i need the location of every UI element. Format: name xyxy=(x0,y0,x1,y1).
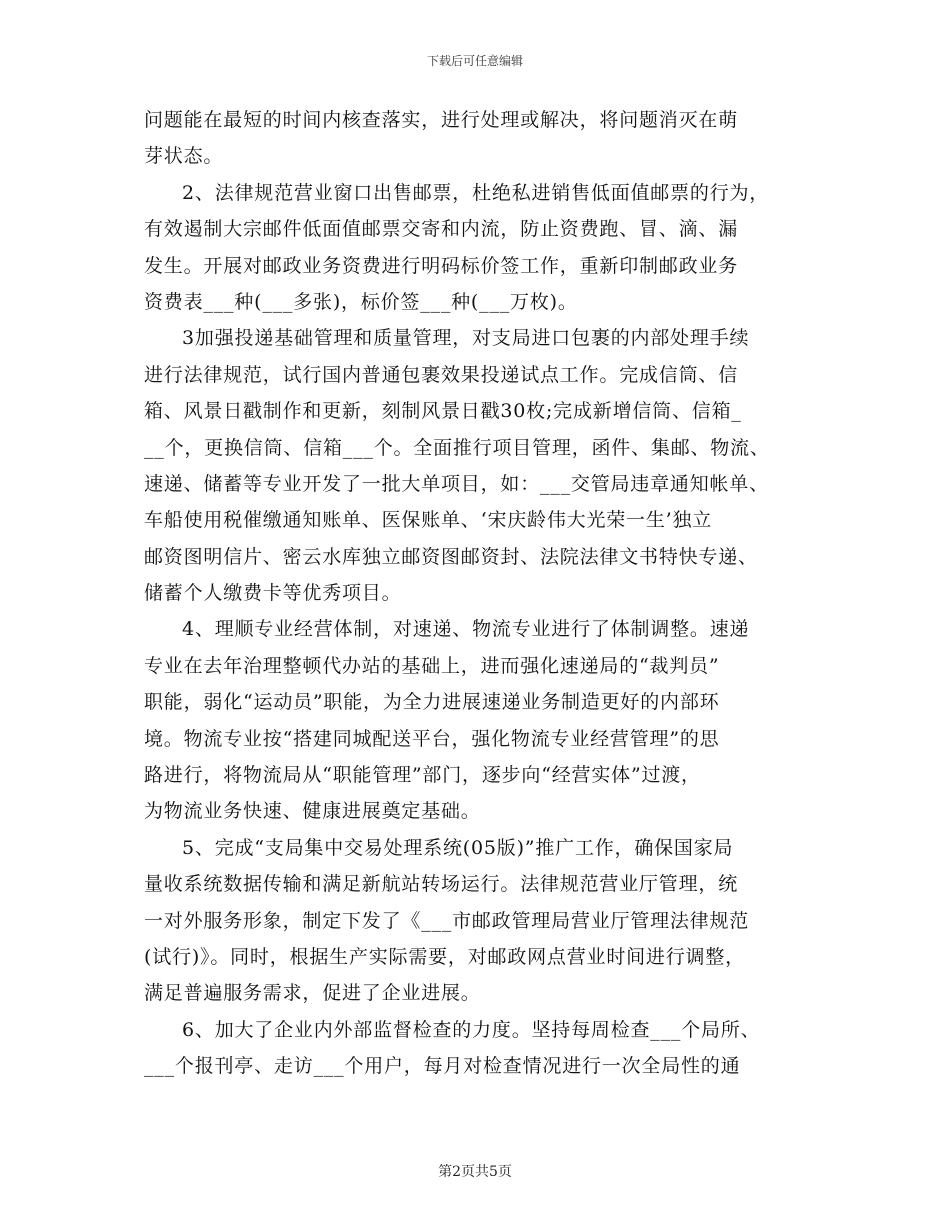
text-line: 专业在去年治理整顿代办站的基础上，进而强化速递局的“裁判员” xyxy=(144,654,720,677)
text-line: 车船使用税催缴通知账单、医保账单、‘宋庆龄伟大光荣一生’独立 xyxy=(144,509,713,532)
text-line: 量收系统数据传输和满足新航站转场运行。法律规范营业厅管理，统 xyxy=(144,873,739,896)
text-line: ___个报刊亭、走访___个用户，每月对检查情况进行一次全局性的通 xyxy=(144,1055,741,1078)
text-line: 储蓄个人缴费卡等优秀项目。 xyxy=(144,582,402,605)
text-line: 芽状态。 xyxy=(144,145,224,168)
paragraph-start-line: 2、法律规范营业窗口出售邮票，杜绝私进销售低面值邮票的行为， xyxy=(182,181,770,204)
paragraph-start-line: 5、完成“支局集中交易处理系统(05版)”推广工作，确保国家局 xyxy=(182,836,734,859)
text-line: 速递、储蓄等专业开发了一批大单项目，如：___交管局违章通知帐单、 xyxy=(144,472,769,495)
page-header: 下载后可任意编辑 xyxy=(426,54,523,68)
paragraph-start-line: 4、理顺专业经营体制，对速递、物流专业进行了体制调整。速递 xyxy=(182,618,750,641)
text-line: 境。物流专业按“搭建同城配送平台，强化物流专业经营管理”的思 xyxy=(144,727,720,750)
page-number-footer: 第2页共5页 xyxy=(438,1164,512,1180)
text-line: 路进行，将物流局从“职能管理”部门，逐步向“经营实体”过渡， xyxy=(144,764,701,787)
paragraph-start-line: 6、加大了企业内外部监督检查的力度。坚持每周检查___个局所、 xyxy=(182,1018,761,1041)
text-line: 为物流业务快速、健康进展奠定基础。 xyxy=(144,800,481,823)
text-line: (试行)》。同时，根据生产实际需要，对邮政网点营业时间进行调整， xyxy=(144,945,745,968)
text-line: 发生。开展对邮政业务资费进行明码标价签工作，重新印制邮政业务 xyxy=(144,254,739,277)
text-line: 进行法律规范，试行国内普通包裹效果投递试点工作。完成信筒、信 xyxy=(144,363,739,386)
text-line: __个，更换信筒、信箱___个。全面推行项目管理，函件、集邮、物流、 xyxy=(144,436,770,459)
text-line: 箱、风景日戳制作和更新，刻制风景日戳30枚;完成新增信筒、信箱_ xyxy=(144,400,742,423)
text-line: 问题能在最短的时间内核查落实，进行处理或解决，将问题消灭在萌 xyxy=(144,109,739,131)
text-line: 一对外服务形象，制定下发了《___市邮政管理局营业厅管理法律规范 xyxy=(144,909,750,932)
text-line: 职能，弱化“运动员”职能，为全力进展速递业务制造更好的内部环 xyxy=(144,691,720,714)
text-line: 有效遏制大宗邮件低面值邮票交寄和内流，防止资费跑、冒、滴、漏 xyxy=(144,218,739,241)
text-line: 邮资图明信片、密云水库独立邮资图邮资封、法院法律文书特快专递、 xyxy=(144,545,758,568)
text-line: 满足普遍服务需求，促进了企业进展。 xyxy=(144,982,481,1005)
paragraph-start-line: 3加强投递基础管理和质量管理，对支局进口包裹的内部处理手续 xyxy=(182,327,750,350)
document-body xyxy=(144,102,820,1085)
text-line: 资费表___种(___多张)，标价签___种(___万枚)。 xyxy=(144,290,578,313)
